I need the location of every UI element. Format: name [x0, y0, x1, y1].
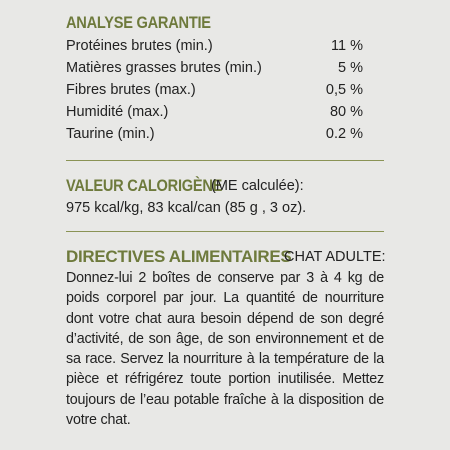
nutrient-label: Matières grasses brutes (min.): [66, 60, 262, 76]
nutrient-label: Protéines brutes (min.): [66, 38, 213, 54]
calorie-heading: VALEUR CALORIGÈNE: [66, 176, 223, 195]
feeding-instructions: Donnez-lui 2 boîtes de conserve par 3 à 4 kg de poids corporel par jour. La quantité de nourriture dont votre chat aura besoin dépend de son degré d’activité, de son âge, de son environnement et de sa race. Servez la nourriture à la température de la pièce et réfrigérez toute portion inutilisée. Mettez toujours de l’eau potable fraîche à la disposition de votre chat.: [66, 270, 384, 429]
section-divider: [66, 231, 384, 232]
nutrient-value: 0,5 %: [325, 82, 363, 98]
analysis-heading: ANALYSE GARANTIE: [66, 13, 211, 32]
nutrient-row: [66, 101, 363, 123]
nutrient-row: [66, 57, 363, 79]
nutrient-value: 0.2 %: [325, 126, 363, 142]
feeding-heading-line: [66, 246, 384, 269]
feeding-heading-suffix: CHAT ADULTE:: [284, 249, 386, 265]
calorie-heading-line: [66, 175, 304, 198]
calorie-heading-suffix: (ME calculée):: [211, 178, 304, 194]
nutrient-label: Humidité (max.): [66, 104, 169, 120]
calorie-value: 975 kcal/kg, 83 kcal/can (85 g , 3 oz).: [66, 200, 307, 216]
nutrient-label: Fibres brutes (max.): [66, 82, 196, 98]
nutrient-row: [66, 123, 363, 145]
nutrient-row: [66, 35, 363, 57]
nutrient-value: 11 %: [331, 38, 363, 54]
nutrient-label: Taurine (min.): [66, 126, 155, 142]
nutrient-value: 80 %: [329, 104, 363, 120]
nutrient-value: 5 %: [338, 60, 363, 76]
feeding-heading: DIRECTIVES ALIMENTAIRES: [66, 247, 292, 266]
nutrient-row: [66, 79, 363, 101]
section-divider: [66, 160, 384, 161]
